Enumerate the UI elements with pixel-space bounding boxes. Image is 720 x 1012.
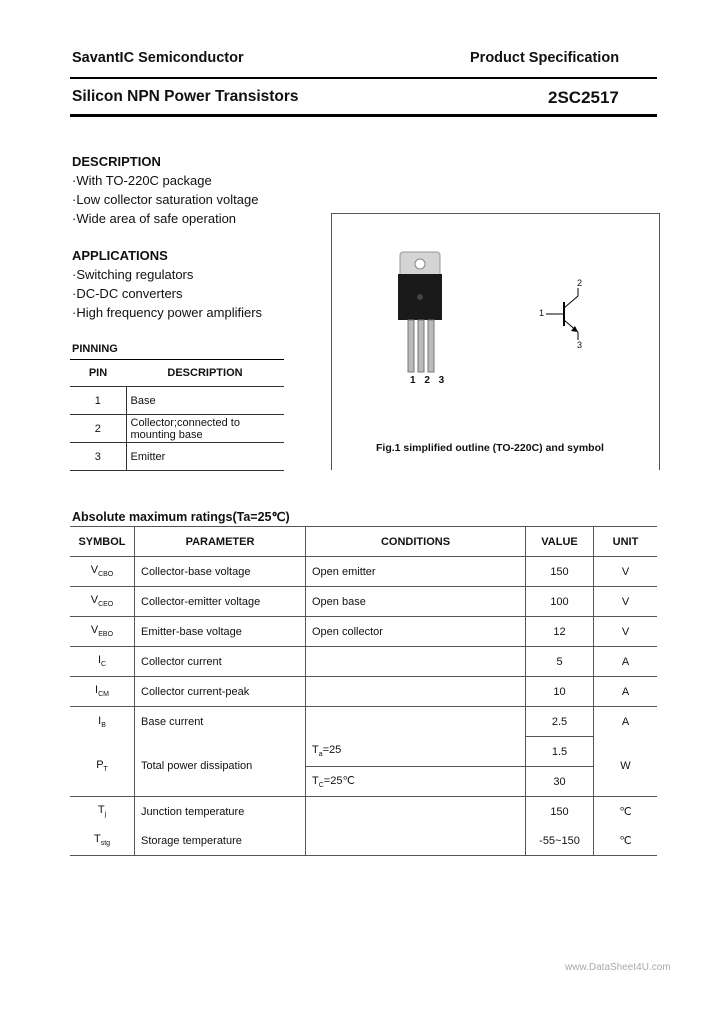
value-cell: 10 (526, 677, 594, 707)
title-rule (70, 114, 657, 117)
figure-caption: Fig.1 simplified outline (TO-220C) and symbol (376, 442, 604, 454)
part-number: 2SC2517 (548, 88, 619, 107)
product-title: Silicon NPN Power Transistors (72, 88, 299, 105)
symbol-cell: $V_{CEO}$ (70, 587, 135, 617)
unit-cell: V (594, 557, 658, 587)
value-cell: 1.5 (526, 737, 594, 767)
conditions-cell: Open base (306, 587, 526, 617)
description-column-header: DESCRIPTION (126, 360, 284, 387)
conditions-cell: Open collector (306, 617, 526, 647)
list-item: ·With TO-220C package (72, 173, 212, 188)
ratings-heading: Absolute maximum ratings(Ta=25℃) (72, 510, 290, 524)
unit-cell: A (594, 647, 658, 677)
symbol-pin-3-label: 3 (577, 340, 583, 350)
parameter-cell: Collector-emitter voltage (135, 587, 306, 617)
conditions-cell (306, 707, 526, 737)
table-row (70, 797, 657, 827)
symbol-cell: $I_{CM}$ (70, 677, 135, 707)
table-row (70, 707, 657, 737)
company-name: SavantIC Semiconductor (72, 50, 244, 66)
pin-description: Collector;connected to mounting base (126, 415, 284, 443)
symbol-pin-2-label: 2 (577, 278, 583, 288)
package-pin-labels: 1 2 3 (410, 375, 448, 386)
description-list (72, 171, 258, 228)
table-row (70, 677, 657, 707)
pinning-table (70, 359, 284, 471)
list-item: ·Switching regulators (72, 267, 194, 282)
table-row (70, 826, 657, 856)
unit-cell: W (594, 737, 658, 797)
pin-description: Emitter (126, 443, 284, 471)
parameter-cell: Total power dissipation (135, 737, 306, 797)
symbol-column-header: SYMBOL (70, 527, 135, 557)
unit-cell: ℃ (594, 797, 658, 827)
parameter-cell: Emitter-base voltage (135, 617, 306, 647)
symbol-cell: $V_{EBO}$ (70, 617, 135, 647)
symbol-cell: $I_B$ (70, 707, 135, 737)
unit-cell: ℃ (594, 826, 658, 856)
value-cell: 2.5 (526, 707, 594, 737)
unit-cell: V (594, 587, 658, 617)
symbol-cell: $V_{CBO}$ (70, 557, 135, 587)
applications-heading: APPLICATIONS (72, 248, 168, 263)
value-cell: 5 (526, 647, 594, 677)
unit-cell: V (594, 617, 658, 647)
header-rule (70, 77, 657, 79)
list-item: ·Low collector saturation voltage (72, 192, 259, 207)
value-cell: 150 (526, 797, 594, 827)
symbol-pin-1-label: 1 (539, 308, 545, 318)
table-row (70, 647, 657, 677)
conditions-cell: Open emitter (306, 557, 526, 587)
parameter-column-header: PARAMETER (135, 527, 306, 557)
watermark: www.DataSheet4U.com (565, 962, 671, 973)
symbol-cell: $I_C$ (70, 647, 135, 677)
pin-number: 2 (70, 415, 126, 443)
pinning-heading: PINNING (72, 343, 118, 355)
parameter-cell: Collector current (135, 647, 306, 677)
pin-column-header: PIN (70, 360, 126, 387)
parameter-cell: Junction temperature (135, 797, 306, 827)
value-cell: 100 (526, 587, 594, 617)
conditions-column-header: CONDITIONS (306, 527, 526, 557)
parameter-cell: Collector-base voltage (135, 557, 306, 587)
npn-transistor-symbol-icon (332, 214, 659, 470)
parameter-cell: Storage temperature (135, 826, 306, 856)
pin-number: 1 (70, 387, 126, 415)
table-row (70, 587, 657, 617)
list-item: ·DC-DC converters (72, 286, 183, 301)
conditions-cell: $T_a=25$ (306, 737, 526, 767)
applications-list (72, 265, 262, 322)
symbol-cell: $T_j$ (70, 797, 135, 827)
unit-cell: A (594, 707, 658, 737)
ratings-table (70, 526, 657, 856)
list-item: ·High frequency power amplifiers (72, 305, 263, 320)
unit-cell: A (594, 677, 658, 707)
pin-description: Base (126, 387, 284, 415)
unit-column-header: UNIT (594, 527, 658, 557)
table-row (70, 617, 657, 647)
parameter-cell: Collector current-peak (135, 677, 306, 707)
value-cell: 12 (526, 617, 594, 647)
value-cell: 150 (526, 557, 594, 587)
conditions-cell (306, 677, 526, 707)
parameter-cell: Base current (135, 707, 306, 737)
conditions-cell (306, 826, 526, 856)
symbol-cell: $T_{stg}$ (70, 826, 135, 856)
description-heading: DESCRIPTION (72, 154, 161, 169)
document-type: Product Specification (470, 50, 620, 66)
conditions-cell (306, 647, 526, 677)
value-column-header: VALUE (526, 527, 594, 557)
conditions-cell (306, 797, 526, 827)
figure-box (331, 213, 660, 470)
table-row (70, 557, 657, 587)
value-cell: 30 (526, 767, 594, 797)
conditions-cell: $T_C=25℃$ (306, 767, 526, 797)
list-item: ·Wide area of safe operation (72, 211, 237, 226)
pin-number: 3 (70, 443, 126, 471)
symbol-cell: $P_T$ (70, 737, 135, 797)
table-row (70, 737, 657, 767)
value-cell: -55~150 (526, 826, 594, 856)
